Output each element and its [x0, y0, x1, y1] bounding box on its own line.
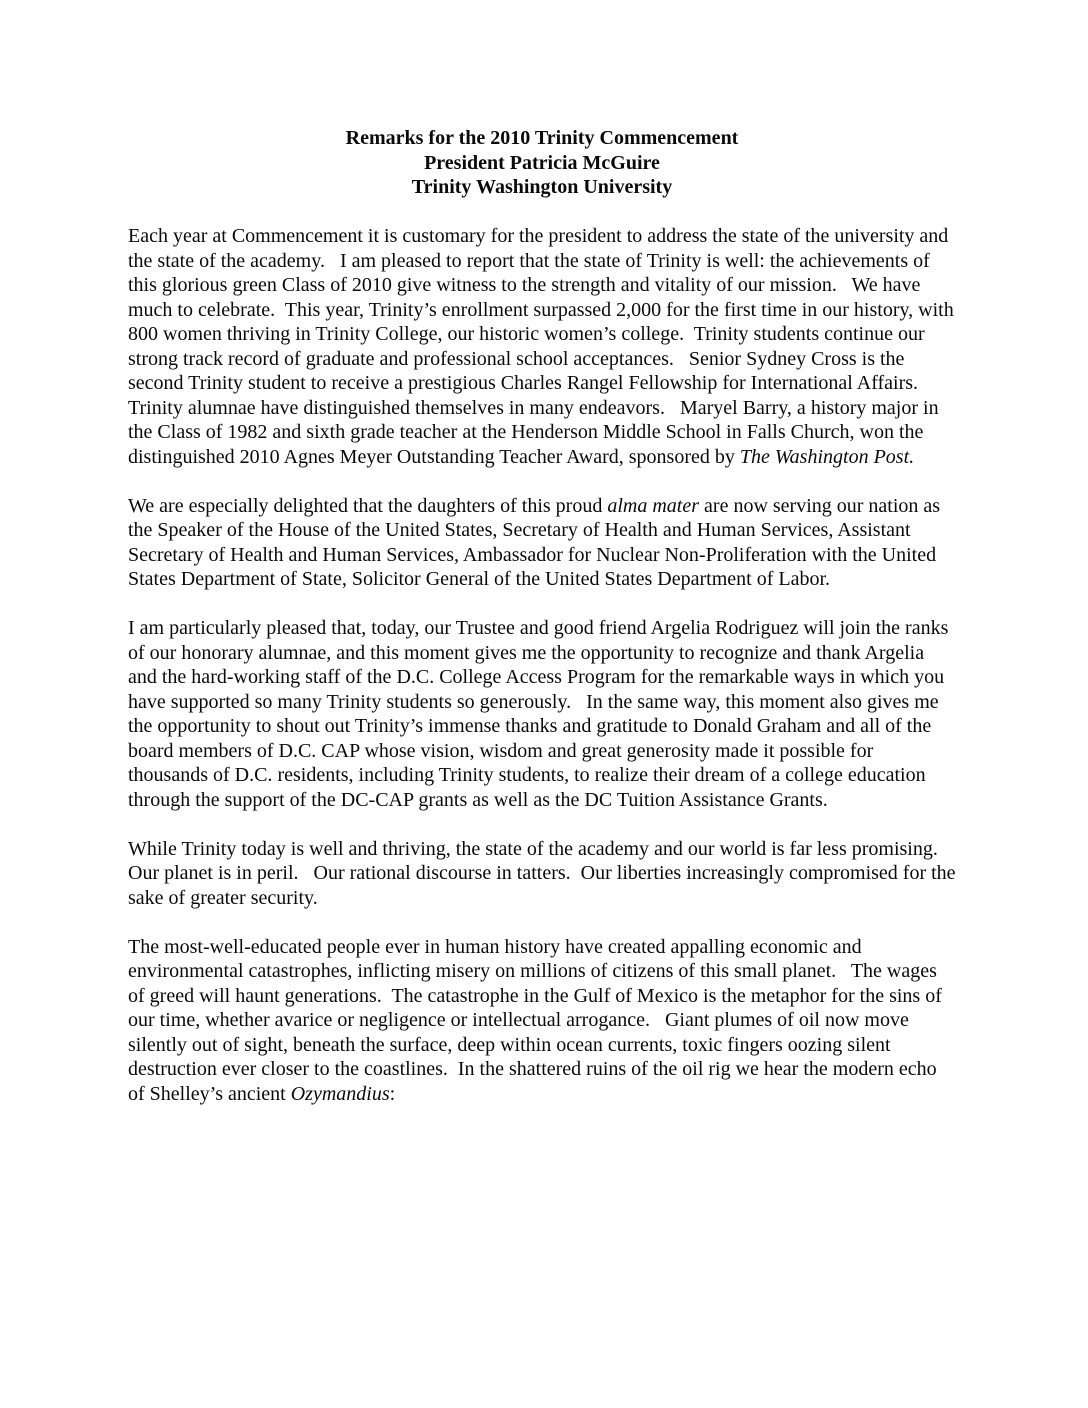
text-run: :: [389, 1082, 396, 1105]
text-run: The most-well-educated people ever in human history have created appalling economic and environmental catastrophes, inflicting misery on millions of citizens of this small planet. The wages of greed will haunt generations. The catastrophe in the Gulf of Mexico is the metaphor for the sins of our time, whether avarice or negligence or intellectual arrogance. Giant plumes of oil now move silently out of sight, beneath the surface, deep within ocean currents, toxic fingers oozing silent destruction ever closer to the coastlines. In the shattered ruins of the oil rig we hear the modern echo of Shelley’s ancient: [128, 935, 947, 1105]
text-run: We are especially delighted that the daughters of this proud: [128, 494, 608, 517]
text-run: While Trinity today is well and thriving, the state of the academy and our world is far less promising. Our planet is in peril. Our rational discourse in tatters. Our liberties increasingly compromised for the sake of greater security.: [128, 837, 961, 909]
text-run-italic: The Washington Post.: [739, 445, 915, 468]
title-line-2: President Patricia McGuire: [424, 151, 660, 174]
text-run: are now serving our nation as the Speaker of the House of the United States, Secretary of Health and Human Services, Assistant Secretary of Health and Human Services, Ambassador for Nuclear Non-Proliferation with the United States Department of State, Solicitor General of the United States Department of Labor.: [128, 494, 946, 590]
text-run-italic: Ozymandius: [290, 1082, 390, 1105]
title-line-1: Remarks for the 2010 Trinity Commencement: [345, 127, 739, 149]
paragraph-3: [128, 616, 956, 812]
paragraph-2: [128, 494, 956, 592]
paragraph-1: [128, 224, 959, 469]
title-line-3: Trinity Washington University: [411, 176, 673, 198]
text-run: I am particularly pleased that, today, our Trustee and good friend Argelia Rodriguez will join the ranks of our honorary alumnae, and this moment gives me the opportunity to recognize and thank Argelia and the hard-working staff of the D.C. College Access Program for the remarkable ways in which you have supported so many Trinity students so generously. In the same way, this moment also gives me the opportunity to shout out Trinity’s immense thanks and gratitude to Donald Graham and all of the board members of D.C. CAP whose vision, wisdom and great generosity made it possible for thousands of D.C. residents, including Trinity students, to realize their dream of a college education through the support of the DC-CAP grants as well as the DC Tuition Assistance Grants.: [128, 617, 954, 811]
text-run: Each year at Commencement it is customary for the president to address the state of the university and the state of the academy. I am pleased to report that the state of Trinity is well: the achievements of this glorious green Class of 2010 give witness to the strength and vitality of our mission. We have much to celebrate. This year, Trinity’s enrollment surpassed 2,000 for the first time in our history, with 800 women thriving in Trinity College, our historic women’s college. Trinity students continue our strong track record of graduate and professional school acceptances. Senior Sydney Cross is the second Trinity student to receive a prestigious Charles Rangel Fellowship for International Affairs. Trinity alumnae have distinguished themselves in many endeavors. Maryel Barry, a history major in the Class of 1982 and sixth grade teacher at the Henderson Middle School in Falls Church, won the distinguished 2010 Agnes Meyer Outstanding Teacher Award, sponsored by: [128, 225, 959, 468]
text-run-italic: alma mater: [607, 494, 700, 517]
document-body: [128, 224, 961, 1106]
paragraph-5: [128, 935, 956, 1107]
document-title-block: [128, 126, 956, 200]
paragraph-4: [128, 837, 961, 911]
